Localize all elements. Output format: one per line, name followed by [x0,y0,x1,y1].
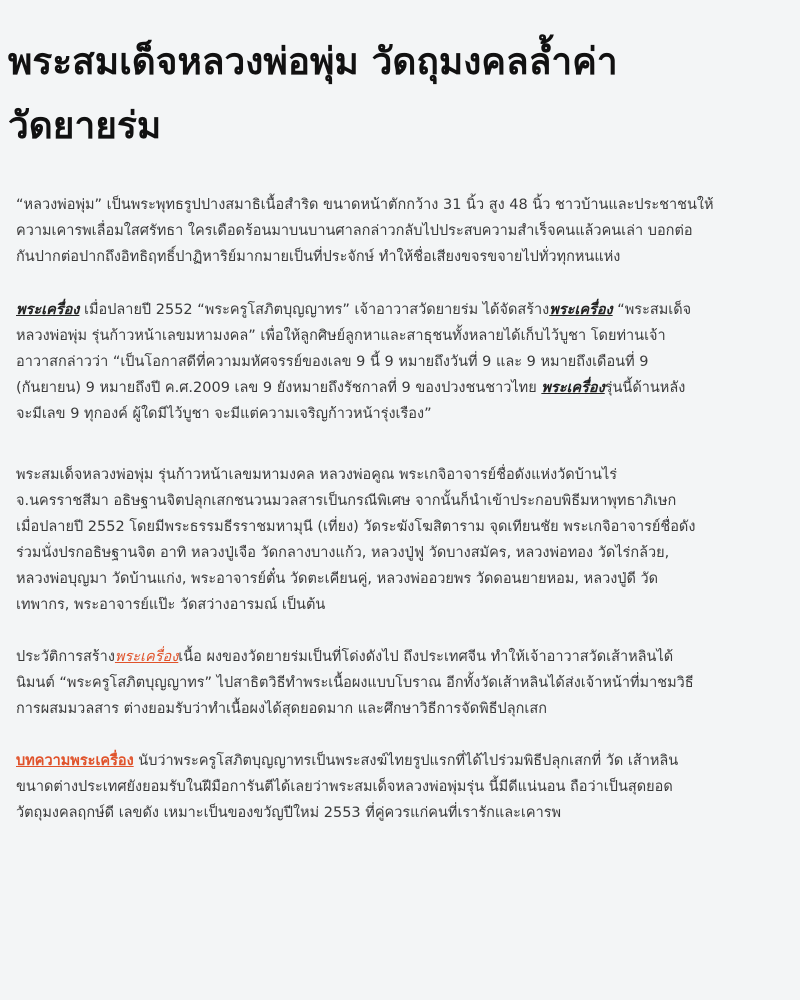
paragraph-line: นิมนต์ “พระครูโสภิตบุญญาทร” ไปสาธิตวิธีทำพระเนื้อผงแบบโบราณ อีกทั้งวัดเส้าหลินได้ส่งเจ้าหน้าที่มาชมวิธี [16,675,694,691]
paragraph-text: (กันยายน) 9 หมายถึงปี ค.ศ.2009 เลข 9 ยังหมายถึงรัชกาลที่ 9 ของปวงชนชาวไทย [16,380,542,396]
paragraph-text: “พระสมเด็จ [612,302,692,318]
paragraph-text: ประวัติการสร้าง [16,649,115,665]
paragraph-text: นับว่าพระครูโสภิตบุญญาทรเป็นพระสงฆ์ไทยรูปแรกที่ได้ไปร่วมพิธีปลุกเสกที่ วัด เส้าหลิน [133,753,679,769]
paragraph-line [16,748,792,774]
paragraph-line: อาวาสกล่าวว่า “เป็นโอกาสดีที่ความมหัศจรรย์ของเลข 9 นี้ 9 หมายถึงวันที่ 9 และ 9 หมายถึงเดือนที่ 9 [16,354,649,370]
amulet-keyword-link[interactable]: พระเครื่อง [114,649,179,665]
amulet-keyword-link[interactable]: พระเครื่อง [16,302,80,318]
amulet-keyword-link[interactable]: พระเครื่อง [549,302,613,318]
paragraph-line: พระสมเด็จหลวงพ่อพุ่ม รุ่นก้าวหน้าเลขมหามงคล หลวงพ่อคูณ พระเกจิอาจารย์ชื่อดังแห่งวัดบ้านไร่ [16,467,618,483]
article-title-line-2: วัดยายร่ม [8,104,162,147]
paragraph-line: ความเคารพเลื่อมใสศรัทธา ใครเดือดร้อนมาบนบานศาลกล่าวกลับไปประสบความสำเร็จคนแล้วคนเล่า บอกต่อ [16,223,693,239]
paragraph-line [16,375,792,401]
paragraph-line: หลวงพ่อพุ่ม รุ่นก้าวหน้าเลขมหามงคล” เพื่อให้ลูกศิษย์ลูกหาและสาธุชนทั้งหลายได้เก็บไว้บูชา โดยท่านเจ้า [16,328,666,344]
paragraph-1 [16,192,792,270]
paragraph-line [16,297,792,323]
paragraph-line: จ.นครราชสีมา อธิษฐานจิตปลุกเสกชนวนมวลสารเป็นกรณีพิเศษ จากนั้นก็นำเข้าประกอบพิธีมหาพุทธาภิเษก [16,493,677,509]
paragraph-text: เมื่อปลายปี 2552 “พระครูโสภิตบุญญาทร” เจ้าอาวาสวัดยายร่ม ได้จัดสร้าง [79,302,550,318]
paragraph-2 [16,297,792,427]
paragraph-3 [16,462,792,618]
article-body [16,192,792,826]
paragraph-line: ร่วมนั่งปรกอธิษฐานจิต อาทิ หลวงปู่เจือ วัดกลางบางแก้ว, หลวงปู่ฟู วัดบางสมัคร, หลวงพ่อทอง วัดไร่กล้วย, [16,545,670,561]
paragraph-5 [16,748,792,826]
amulet-keyword-link[interactable]: พระเครื่อง [541,380,605,396]
paragraph-text: เนื้อ ผงของวัดยายร่มเป็นที่โด่งดังไป ถึงประเทศจีน ทำให้เจ้าอาวาสวัดเส้าหลินได้ [178,649,674,665]
paragraph-line: วัตถุมงคลฤกษ์ดี เลขดัง เหมาะเป็นของขวัญปีใหม่ 2553 ที่คู่ควรแก่คนที่เรารักและเคารพ [16,805,562,821]
amulet-articles-link[interactable]: บทความพระเครื่อง [16,753,134,769]
paragraph-line: เมื่อปลายปี 2552 โดยมีพระธรรมธีรราชมหามุนี (เที่ยง) วัดระฆังโฆสิตาราม จุดเทียนชัย พระเกจิอาจารย์ชื่อดัง [16,519,696,535]
paragraph-line: “หลวงพ่อพุ่ม” เป็นพระพุทธรูปปางสมาธิเนื้อสำริด ขนาดหน้าตักกว้าง 31 นิ้ว สูง 48 นิ้ว ชาวบ้านและประชาชนให้ [16,197,714,213]
paragraph-line: หลวงพ่อบุญมา วัดบ้านแก่ง, พระอาจารย์ตั๋น วัดตะเคียนคู่, หลวงพ่ออวยพร วัดดอนยายหอม, หลวงปู่ดี วัด [16,571,659,587]
article-title [8,30,800,158]
paragraph-line: เทพากร, พระอาจารย์แป๊ะ วัดสว่างอารมณ์ เป็นต้น [16,597,326,613]
paragraph-line: การผสมมวลสาร ต่างยอมรับว่าทำเนื้อผงได้สุดยอดมาก และศึกษาวิธีการจัดพิธีปลุกเสก [16,701,547,717]
paragraph-text: รุ่นนี้ด้านหลัง [604,380,686,396]
paragraph-line: จะมีเลข 9 ทุกองค์ ผู้ใดมีไว้บูชา จะมีแต่ความเจริญก้าวหน้ารุ่งเรือง” [16,406,432,422]
article-title-line-1: พระสมเด็จหลวงพ่อพุ่ม วัดถุมงคลล้ำค่า [8,40,618,83]
paragraph-line [16,644,792,670]
paragraph-line: กันปากต่อปากถึงอิทธิฤทธิ์ปาฏิหาริย์มากมายเป็นที่ประจักษ์ ทำให้ชื่อเสียงขจรขจายไปทั่วทุกหนแห่ง [16,249,621,265]
paragraph-line: ขนาดต่างประเทศยังยอมรับในฝีมือการันตีได้เลยว่าพระสมเด็จหลวงพ่อพุ่มรุ่น นี้มีดีแน่นอน ถือว่าเป็นสุดยอด [16,779,673,795]
paragraph-4 [16,644,792,722]
